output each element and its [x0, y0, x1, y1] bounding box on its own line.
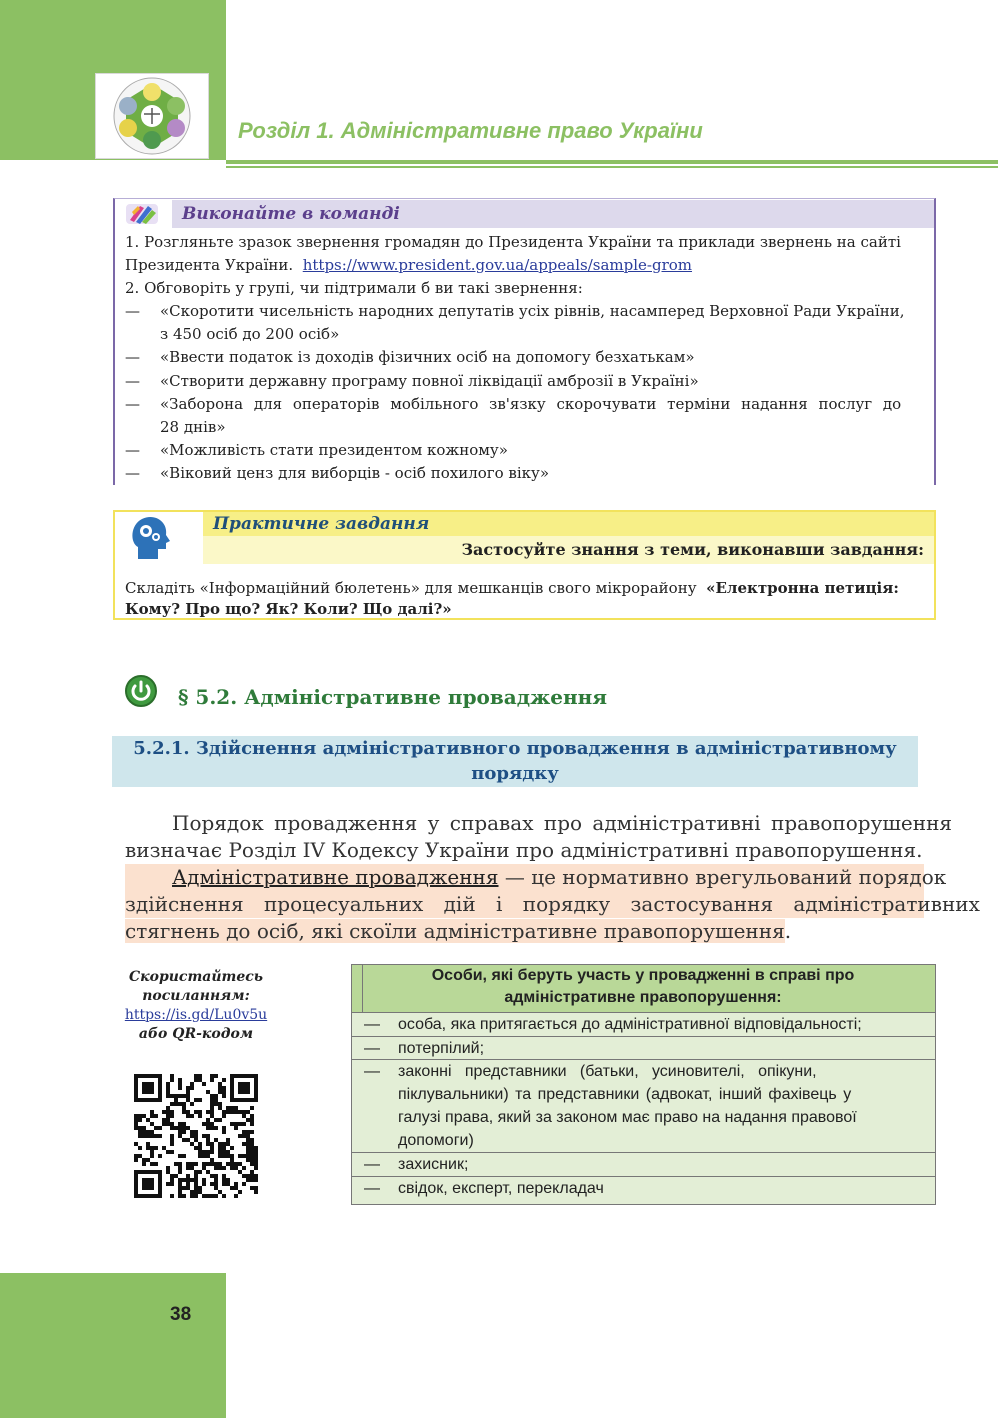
paragraph-2-line-1 [172, 864, 946, 891]
team-item: «Заборона для операторів мобільного зв'язку скорочувати терміни надання послуг до [160, 395, 902, 413]
table-title-line2: адміністративне правопорушення: [504, 989, 782, 1006]
table-row: свідок, експерт, перекладач [398, 1180, 604, 1197]
paragraph-2-line-2: здійснення процесуальних дій і порядку застосування адміністративних [125, 892, 980, 916]
header-rule-thin [226, 166, 998, 168]
team-line-1: 1. Розгляньте зразок звернення громадян до Президента України та приклади звернень на сайті [125, 233, 901, 251]
practical-text-1 [125, 577, 899, 600]
team-item-dash: — [125, 372, 140, 390]
practical-task-subtitle: Застосуйте знання з теми, виконавши завдання: [461, 540, 924, 559]
table-title-line1: Особи, які беруть участь у провадженні в справі про [431, 967, 855, 984]
side-link[interactable] [112, 1006, 280, 1025]
practical-text-bold: «Електронна петиція: [706, 579, 899, 597]
team-item: «Віковий ценз для виборців - осіб похилого віку» [160, 464, 550, 482]
subsection-title-line2: порядку [471, 763, 559, 784]
paragraph-2-end: . [784, 919, 792, 943]
subsection-title-line1: 5.2.1. Здійснення адміністративного провадження в адміністративному [133, 738, 897, 759]
table-row-dash: — [364, 1040, 380, 1057]
practical-task-title: Практичне завдання [213, 514, 430, 534]
team-task-title: Виконайте в команді [182, 204, 400, 224]
president-appeals-link[interactable]: https://www.president.gov.ua/appeals/sample-grom [302, 256, 693, 274]
team-item-dash: — [125, 348, 140, 366]
table-row: особа, яка притягається до адміністративної відповідальності; [398, 1016, 862, 1033]
chapter-title: Розділ 1. Адміністративне право України [238, 118, 703, 143]
practical-text-plain: Складіть «Інформаційний бюлетень» для мешканців свого мікрорайону [125, 579, 697, 597]
table-row: законні представники (батьки, усиновителі, опікуни, [398, 1063, 817, 1080]
side-note-line1: Скористайтесь [129, 969, 263, 985]
paragraph-2-line-1-rest: — це нормативно врегульований порядок [498, 865, 947, 889]
team-item: «Скоротити чисельність народних депутатів усіх рівнів, насамперед Верховної Ради України, [160, 302, 905, 320]
team-item-cont: з 450 осіб до 200 осіб» [160, 325, 340, 343]
table-row-cont: галузі права, який за законом має право на надання правової [398, 1109, 857, 1126]
team-item: «Ввести податок із доходів фізичних осіб на допомогу безхатькам» [160, 348, 695, 366]
side-link-text[interactable]: https://is.gd/Lu0v5u [124, 1007, 268, 1023]
term-admin-proceeding: Адміністративне провадження [172, 865, 499, 889]
practical-text-2: Кому? Про що? Як? Коли? Що далі?» [125, 600, 452, 618]
team-item-dash: — [125, 302, 140, 320]
table-row-dash: — [364, 1063, 380, 1080]
table-row-cont: піклувальники) та представники (адвокат, інший фахівець у [398, 1086, 852, 1103]
table-row-dash: — [364, 1180, 380, 1197]
head-gears-icon [124, 511, 176, 563]
paragraph-2-line-3-text: стягнень до осіб, які скоїли адміністративне правопорушення [125, 919, 785, 943]
team-item: «Створити державну програму повної ліквідації амброзії в Україні» [160, 372, 699, 390]
page-number: 38 [170, 1304, 192, 1325]
team-item-dash: — [125, 464, 140, 482]
table-row: потерпілий; [398, 1040, 485, 1057]
team-item-dash: — [125, 395, 140, 413]
section-title: § 5.2. Адміністративне провадження [178, 685, 608, 709]
team-line-2 [125, 254, 692, 277]
power-icon [124, 674, 158, 708]
team-item: «Можливість стати президентом кожному» [160, 441, 508, 459]
table-row-dash: — [364, 1156, 380, 1173]
header-rule [226, 160, 998, 164]
paragraph-2-line-3 [125, 918, 791, 945]
team-item-cont: 28 днів» [160, 418, 226, 436]
team-hands-icon [124, 200, 160, 228]
table-row: захисник; [398, 1156, 469, 1173]
emblem-logo [95, 73, 209, 159]
qr-code[interactable] [134, 1074, 258, 1198]
side-note-line3: або QR-кодом [138, 1026, 254, 1042]
team-line-3: 2. Обговоріть у групі, чи підтримали б ви такі звернення: [125, 279, 583, 297]
table-row-dash: — [364, 1016, 380, 1033]
side-note-line2: посиланням: [142, 988, 250, 1004]
paragraph-1-line-2: визначає Розділ IV Кодексу України про адміністративні правопорушення. [125, 838, 923, 862]
team-item-dash: — [125, 441, 140, 459]
paragraph-1-line-1: Порядок провадження у справах про адміністративні правопорушення [172, 811, 953, 835]
team-line-2-text: Президента України. [125, 256, 294, 274]
table-row-cont: допомоги) [398, 1132, 474, 1149]
footer-green-block [0, 1273, 226, 1418]
